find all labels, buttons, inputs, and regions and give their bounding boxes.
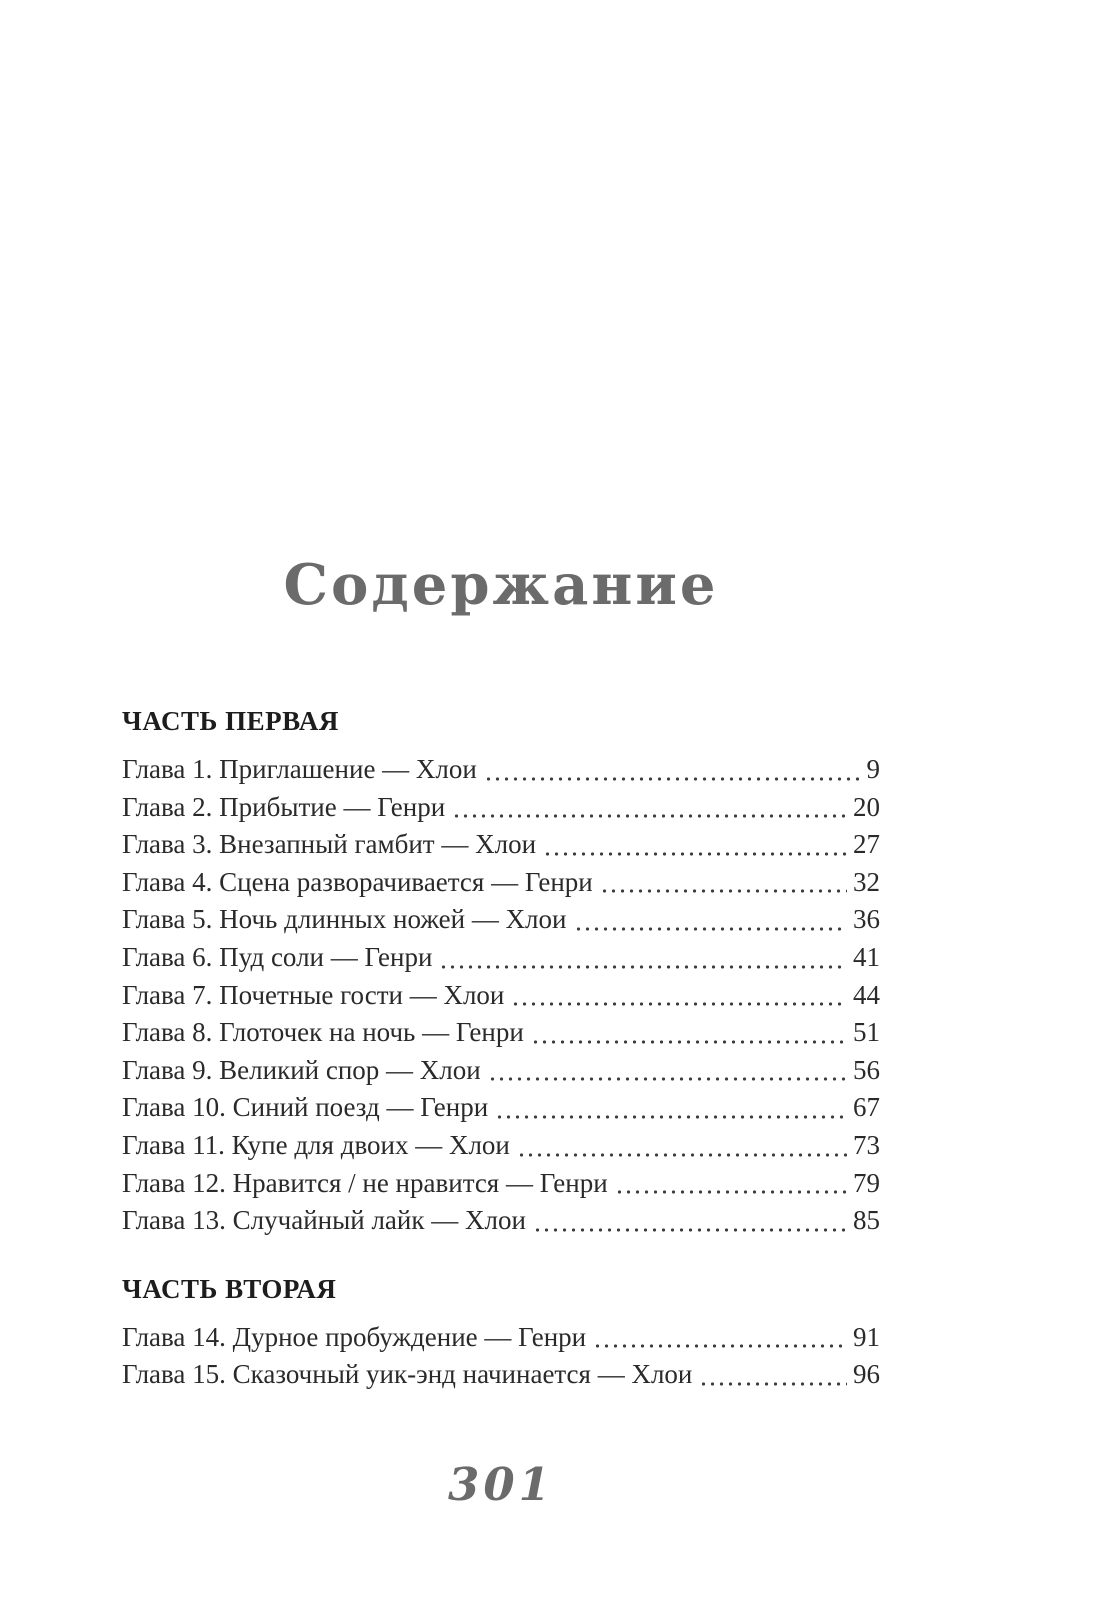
toc-entry-label: Глава 8. Глоточек на ночь — Генри xyxy=(122,1017,524,1048)
toc-entry xyxy=(122,751,880,789)
contents-title: Содержание xyxy=(283,552,719,618)
toc-dot-leader xyxy=(452,789,847,827)
toc-dot-leader xyxy=(593,1319,847,1357)
toc-entry xyxy=(122,939,880,977)
toc-entry-page-number: 85 xyxy=(853,1205,880,1236)
toc-entry-page-number: 20 xyxy=(853,791,880,822)
toc-entry xyxy=(122,1052,880,1090)
toc-dot-leader xyxy=(699,1356,847,1394)
toc-entry xyxy=(122,901,880,939)
toc-dot-leader xyxy=(531,1014,847,1052)
toc-entry-page-number: 79 xyxy=(853,1167,880,1198)
toc-entry xyxy=(122,1356,880,1394)
page-number-folio: 301 xyxy=(448,1457,554,1511)
toc-dot-leader xyxy=(533,1202,847,1240)
toc-entry-page-number: 44 xyxy=(853,979,880,1010)
toc-dot-leader xyxy=(495,1089,847,1127)
toc-dot-leader xyxy=(511,977,847,1015)
toc-entry-page-number: 41 xyxy=(853,941,880,972)
toc-entry xyxy=(122,864,880,902)
toc-list-part-one xyxy=(122,751,880,1240)
toc-dot-leader xyxy=(574,901,848,939)
toc-entry xyxy=(122,1202,880,1240)
toc-entry-label: Глава 5. Ночь длинных ножей — Хлои xyxy=(122,904,567,935)
part-two-heading: ЧАСТЬ ВТОРАЯ xyxy=(122,1273,337,1304)
toc-entry xyxy=(122,1319,880,1357)
toc-entry-label: Глава 13. Случайный лайк — Хлои xyxy=(122,1205,526,1236)
toc-entry-page-number: 96 xyxy=(853,1359,880,1390)
toc-dot-leader xyxy=(600,864,847,902)
toc-entry-label: Глава 14. Дурное пробуждение — Генри xyxy=(122,1321,587,1352)
toc-entry-page-number: 32 xyxy=(853,866,880,897)
toc-entry-page-number: 9 xyxy=(866,754,880,784)
toc-entry xyxy=(122,977,880,1015)
toc-entry-label: Глава 12. Нравится / не нравится — Генри xyxy=(122,1167,608,1198)
toc-entry-label: Глава 4. Сцена разворачивается — Генри xyxy=(122,866,593,897)
toc-list-part-two xyxy=(122,1319,880,1394)
toc-entry-page-number: 91 xyxy=(853,1321,880,1352)
toc-dot-leader xyxy=(517,1127,847,1165)
toc-entry-label: Глава 6. Пуд соли — Генри xyxy=(122,941,433,972)
toc-entry-label: Глава 7. Почетные гости — Хлои xyxy=(122,979,505,1010)
toc-entry-label: Глава 9. Великий спор — Хлои xyxy=(122,1054,481,1085)
toc-entry-label: Глава 1. Приглашение — Хлои xyxy=(122,754,477,784)
toc-entry-page-number: 36 xyxy=(853,904,880,935)
toc-entry-label: Глава 10. Синий поезд — Генри xyxy=(122,1092,489,1123)
toc-entry-page-number: 73 xyxy=(853,1129,880,1160)
toc-entry-label: Глава 11. Купе для двоих — Хлои xyxy=(122,1129,510,1160)
toc-entry xyxy=(122,1014,880,1052)
toc-dot-leader xyxy=(439,939,847,977)
toc-entry xyxy=(122,1127,880,1165)
toc-entry xyxy=(122,826,880,864)
toc-dot-leader xyxy=(615,1165,847,1203)
toc-entry xyxy=(122,789,880,827)
toc-dot-leader xyxy=(543,826,847,864)
toc-entry-page-number: 27 xyxy=(853,829,880,860)
toc-entry-label: Глава 3. Внезапный гамбит — Хлои xyxy=(122,829,537,860)
toc-entry-label: Глава 2. Прибытие — Генри xyxy=(122,791,446,822)
toc-entry-page-number: 56 xyxy=(853,1054,880,1085)
toc-entry-page-number: 51 xyxy=(853,1017,880,1048)
toc-dot-leader xyxy=(484,751,861,789)
toc-dot-leader xyxy=(488,1052,847,1090)
toc-section-part-two xyxy=(122,1274,880,1394)
toc-entry xyxy=(122,1089,880,1127)
toc-section-part-one xyxy=(122,706,880,1240)
toc-entry xyxy=(122,1165,880,1203)
toc-entry-label: Глава 15. Сказочный уик-энд начинается — Хлои xyxy=(122,1359,693,1390)
part-one-heading: ЧАСТЬ ПЕРВАЯ xyxy=(122,706,339,736)
toc-entry-page-number: 67 xyxy=(853,1092,880,1123)
